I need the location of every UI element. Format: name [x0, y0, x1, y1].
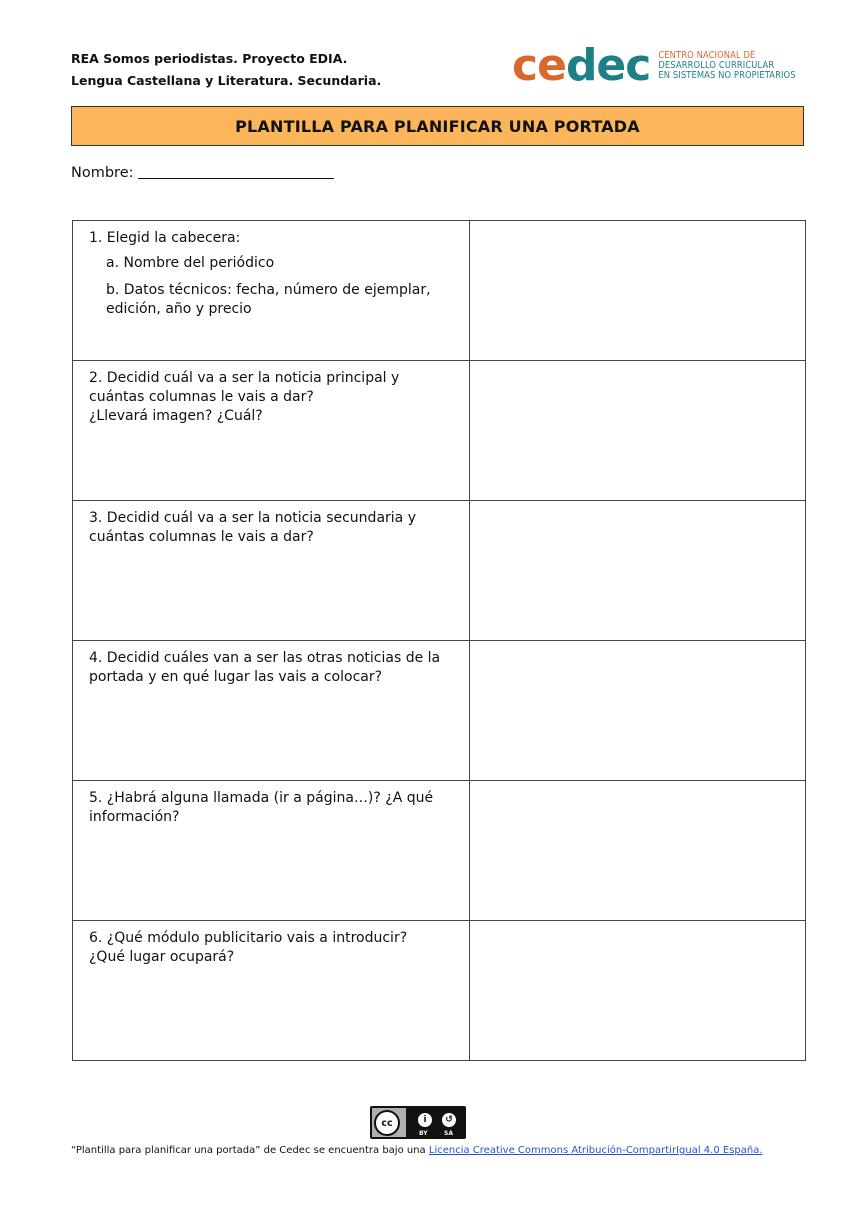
cc-icon: cc — [374, 1110, 400, 1136]
question-cell — [73, 921, 470, 1061]
question-cell — [73, 641, 470, 781]
header-subject: Lengua Castellana y Literatura. Secundaria. — [71, 73, 382, 88]
question-text-2: ¿Qué lugar ocupará? — [89, 949, 235, 965]
license-link[interactable]: Licencia Creative Commons Atribución-CompartirIgual 4.0 España. — [428, 1145, 763, 1156]
logo-word — [512, 40, 651, 91]
question-text: 4. Decidid cuáles van a ser las otras noticias de la portada y en qué lugar las vais a colocar? — [89, 650, 441, 685]
page-title: PLANTILLA PARA PLANIFICAR UNA PORTADA — [71, 106, 804, 146]
answer-cell[interactable] — [470, 781, 806, 921]
logo-sub-line1: CENTRO NACIONAL DE — [658, 50, 756, 61]
question-cell — [73, 361, 470, 501]
question-subitem: a. Nombre del periódico — [106, 255, 275, 271]
header-project: REA Somos periodistas. Proyecto EDIA. — [71, 51, 348, 66]
answer-cell[interactable] — [470, 641, 806, 781]
document-header — [71, 48, 381, 92]
table-row — [73, 641, 806, 781]
attribution-icon: i — [416, 1111, 434, 1129]
question-text-2: ¿Llevará imagen? ¿Cuál? — [89, 408, 263, 424]
name-label: Nombre: — [71, 165, 134, 181]
logo-sub-line3: EN SISTEMAS NO PROPIETARIOS — [658, 70, 796, 81]
license-footer — [71, 1145, 763, 1156]
table-row — [73, 501, 806, 641]
cc-by-label: BY — [419, 1130, 428, 1137]
share-alike-icon: ↺ — [440, 1111, 458, 1129]
question-text: 5. ¿Habrá alguna llamada (ir a página…)? ¿A qué información? — [89, 790, 434, 825]
question-cell — [73, 781, 470, 921]
question-text: 2. Decidid cuál va a ser la noticia principal y cuántas columnas le vais a dar? — [89, 370, 400, 405]
planning-table — [72, 220, 806, 1061]
cedec-logo — [512, 40, 796, 91]
logo-sub-line2: DESARROLLO CURRICULAR — [658, 60, 775, 71]
answer-cell[interactable] — [470, 501, 806, 641]
answer-cell[interactable] — [470, 921, 806, 1061]
question-text: 6. ¿Qué módulo publicitario vais a introducir? — [89, 930, 408, 946]
name-blank-line[interactable] — [138, 164, 334, 179]
answer-cell[interactable] — [470, 221, 806, 361]
logo-subtitle — [658, 51, 795, 81]
question-text: 1. Elegid la cabecera: — [89, 230, 241, 246]
table-row — [73, 361, 806, 501]
cc-sa-label: SA — [444, 1130, 453, 1137]
table-row — [73, 781, 806, 921]
license-text: “Plantilla para planificar una portada” de Cedec se encuentra bajo una — [71, 1145, 426, 1156]
table-row — [73, 921, 806, 1061]
cc-badge-dark-panel — [406, 1108, 464, 1137]
logo-word-teal: dec — [565, 40, 651, 91]
table-row — [73, 221, 806, 361]
cc-license-badge[interactable] — [370, 1106, 466, 1139]
question-cell — [73, 221, 470, 361]
question-text: 3. Decidid cuál va a ser la noticia secundaria y cuántas columnas le vais a dar? — [89, 510, 416, 545]
answer-cell[interactable] — [470, 361, 806, 501]
question-subitem: b. Datos técnicos: fecha, número de ejemplar, edición, año y precio — [106, 282, 431, 317]
name-field — [71, 164, 334, 181]
question-cell — [73, 501, 470, 641]
logo-word-orange: ce — [512, 40, 566, 91]
